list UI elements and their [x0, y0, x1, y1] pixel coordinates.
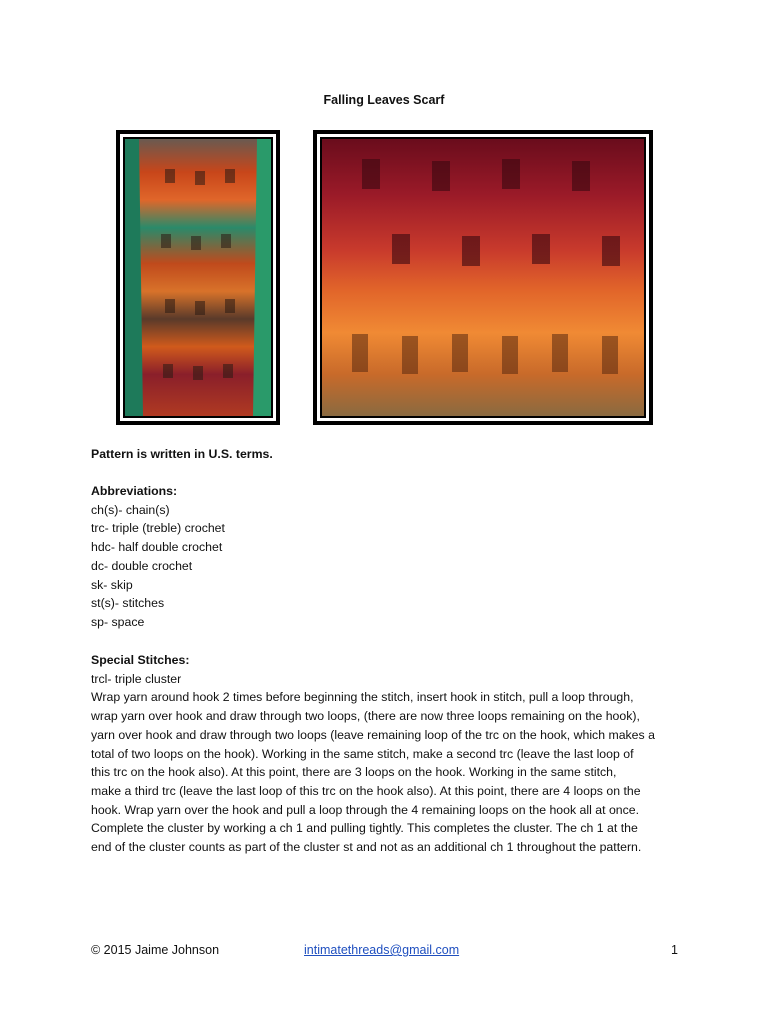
abbreviation-item: sp- space	[91, 614, 145, 629]
instruction-line: Complete the cluster by working a ch 1 and pulling tightly. This completes the cluster. The ch 1 at the	[91, 821, 638, 836]
intro-section	[91, 445, 691, 464]
instruction-line: hook. Wrap yarn over the hook and pull a loop through the 4 remaining loops on the hook all at once.	[91, 802, 640, 817]
page-number: 1	[671, 943, 678, 957]
footer-copyright: © 2015 Jaime Johnson	[91, 943, 220, 957]
instruction-line: end of the cluster counts as part of the cluster st and not as an additional ch 1 throughout the pattern.	[91, 840, 642, 855]
special-stitches-section	[91, 651, 691, 857]
abbreviation-item: ch(s)- chain(s)	[91, 502, 170, 517]
document-title: Falling Leaves Scarf	[323, 93, 445, 107]
special-stitch-name: trcl- triple cluster	[91, 671, 182, 686]
instruction-line: wrap yarn over hook and draw through two loops, (there are now three loops remaining on the hook),	[91, 709, 640, 724]
instruction-line: this trc on the hook also). At this point, there are 3 loops on the hook. Working in the same stitch,	[91, 765, 617, 780]
abbreviation-item: st(s)- stitches	[91, 596, 165, 611]
scarf-photo-closeup	[313, 130, 653, 425]
abbreviation-item: trc- triple (treble) crochet	[91, 521, 225, 536]
abbreviation-item: hdc- half double crochet	[91, 540, 223, 555]
scarf-photo-full-image	[125, 139, 271, 416]
abbreviations-section	[91, 482, 691, 632]
intro-text: Pattern is written in U.S. terms.	[91, 447, 273, 461]
special-stitches-heading: Special Stitches:	[91, 653, 190, 667]
instruction-line: total of two loops on the hook). Working in the same stitch, make a second trc (leave the last loop of	[91, 746, 634, 761]
scarf-photo-full	[116, 130, 280, 425]
instruction-line: make a third trc (leave the last loop of this trc on the hook also). At this point, there are 4 loops on the	[91, 783, 641, 798]
instruction-line: Wrap yarn around hook 2 times before beginning the stitch, insert hook in stitch, pull a loop through,	[91, 690, 634, 705]
abbreviation-item: sk- skip	[91, 577, 133, 592]
instruction-line: yarn over hook and draw through two loops (leave remaining loop of the trc on the hook, which makes a	[91, 727, 655, 742]
abbreviations-heading: Abbreviations:	[91, 484, 178, 498]
footer-email-link[interactable]: intimatethreads@gmail.com	[304, 943, 460, 957]
abbreviation-item: dc- double crochet	[91, 558, 193, 573]
scarf-photo-closeup-image	[322, 139, 644, 416]
